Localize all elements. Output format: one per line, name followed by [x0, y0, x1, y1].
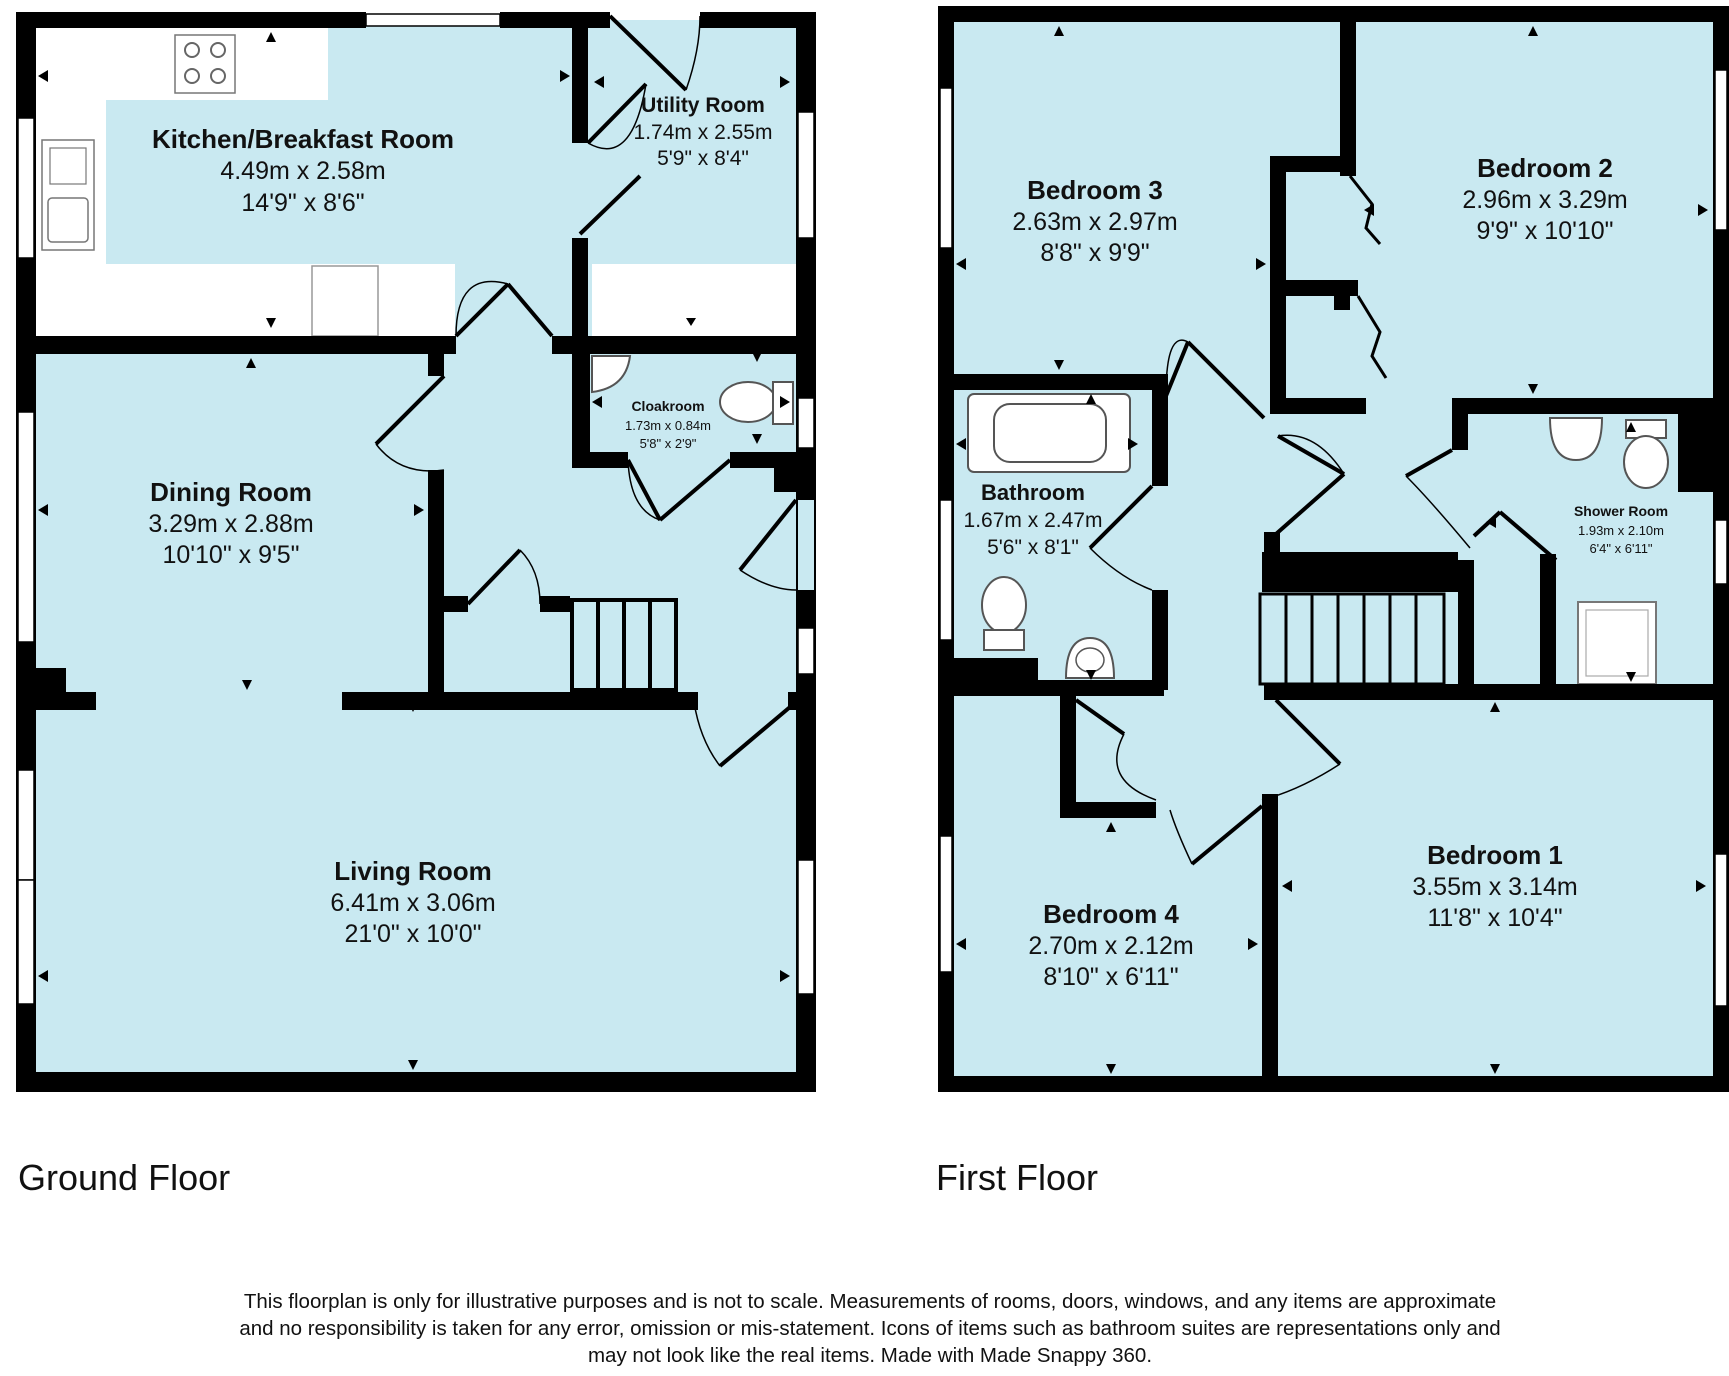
sink-icon — [42, 140, 94, 250]
room-metric-bathroom: 1.67m x 2.47m — [963, 509, 1103, 532]
room-name-living: Living Room — [334, 856, 492, 886]
room-metric-bedroom3: 2.63m x 2.97m — [1012, 208, 1178, 236]
room-imperial-bedroom4: 8'10" x 6'11" — [1043, 963, 1179, 991]
room-imperial-bedroom1: 11'8" x 10'4" — [1427, 904, 1563, 932]
fridge-icon — [312, 266, 378, 336]
shower-tray-icon — [1578, 602, 1656, 684]
room-name-bedroom1: Bedroom 1 — [1427, 840, 1563, 870]
room-name-utility: Utility Room — [641, 94, 765, 117]
room-imperial-cloakroom: 5'8" x 2'9" — [639, 436, 697, 451]
room-imperial-living: 21'0" x 10'0" — [344, 920, 482, 948]
first-floor-label: First Floor — [936, 1157, 1098, 1198]
disclaimer — [120, 1288, 1620, 1369]
room-imperial-bathroom: 5'6" x 8'1" — [987, 536, 1079, 559]
ground-floor-plan — [16, 12, 816, 1092]
disclaimer-line: may not look like the real items. Made with Made Snappy 360. — [587, 1344, 1153, 1367]
room-metric-living: 6.41m x 3.06m — [330, 889, 496, 917]
disclaimer-line: and no responsibility is taken for any error, omission or mis-statement. Icons of items such as bathroom suites are representations only and — [239, 1317, 1501, 1340]
room-imperial-shower: 6'4" x 6'11" — [1589, 541, 1653, 556]
room-name-bedroom2: Bedroom 2 — [1477, 153, 1613, 183]
room-metric-kitchen: 4.49m x 2.58m — [220, 157, 386, 185]
disclaimer-line: This floorplan is only for illustrative purposes and is not to scale. Measurements of rooms, doors, windows, and any items are approximate — [243, 1290, 1497, 1313]
room-imperial-bedroom3: 8'8" x 9'9" — [1040, 239, 1150, 267]
bath-icon — [968, 394, 1130, 472]
room-name-bedroom3: Bedroom 3 — [1027, 175, 1163, 205]
room-metric-cloakroom: 1.73m x 0.84m — [625, 418, 711, 433]
room-name-bedroom4: Bedroom 4 — [1043, 899, 1179, 929]
room-metric-shower: 1.93m x 2.10m — [1578, 523, 1664, 538]
room-name-bathroom: Bathroom — [981, 480, 1085, 505]
room-metric-bedroom4: 2.70m x 2.12m — [1028, 932, 1194, 960]
room-imperial-kitchen: 14'9" x 8'6" — [241, 189, 365, 217]
room-name-dining: Dining Room — [150, 477, 312, 507]
toilet-icon — [982, 577, 1026, 650]
room-metric-bedroom2: 2.96m x 3.29m — [1462, 186, 1628, 214]
room-name-shower: Shower Room — [1573, 503, 1669, 519]
hob-icon — [175, 35, 235, 93]
room-imperial-utility: 5'9" x 8'4" — [657, 147, 749, 170]
room-metric-bedroom1: 3.55m x 3.14m — [1412, 873, 1578, 901]
room-metric-dining: 3.29m x 2.88m — [148, 510, 314, 538]
first-floor-plan — [938, 6, 1729, 1092]
front-door-opening — [798, 500, 814, 590]
room-imperial-bedroom2: 9'9" x 10'10" — [1476, 217, 1614, 245]
ground-floor-label: Ground Floor — [18, 1157, 231, 1198]
room-name-kitchen: Kitchen/Breakfast Room — [152, 124, 454, 154]
room-imperial-dining: 10'10" x 9'5" — [162, 541, 300, 569]
room-metric-utility: 1.74m x 2.55m — [633, 121, 773, 144]
room-name-cloakroom: Cloakroom — [631, 398, 705, 414]
